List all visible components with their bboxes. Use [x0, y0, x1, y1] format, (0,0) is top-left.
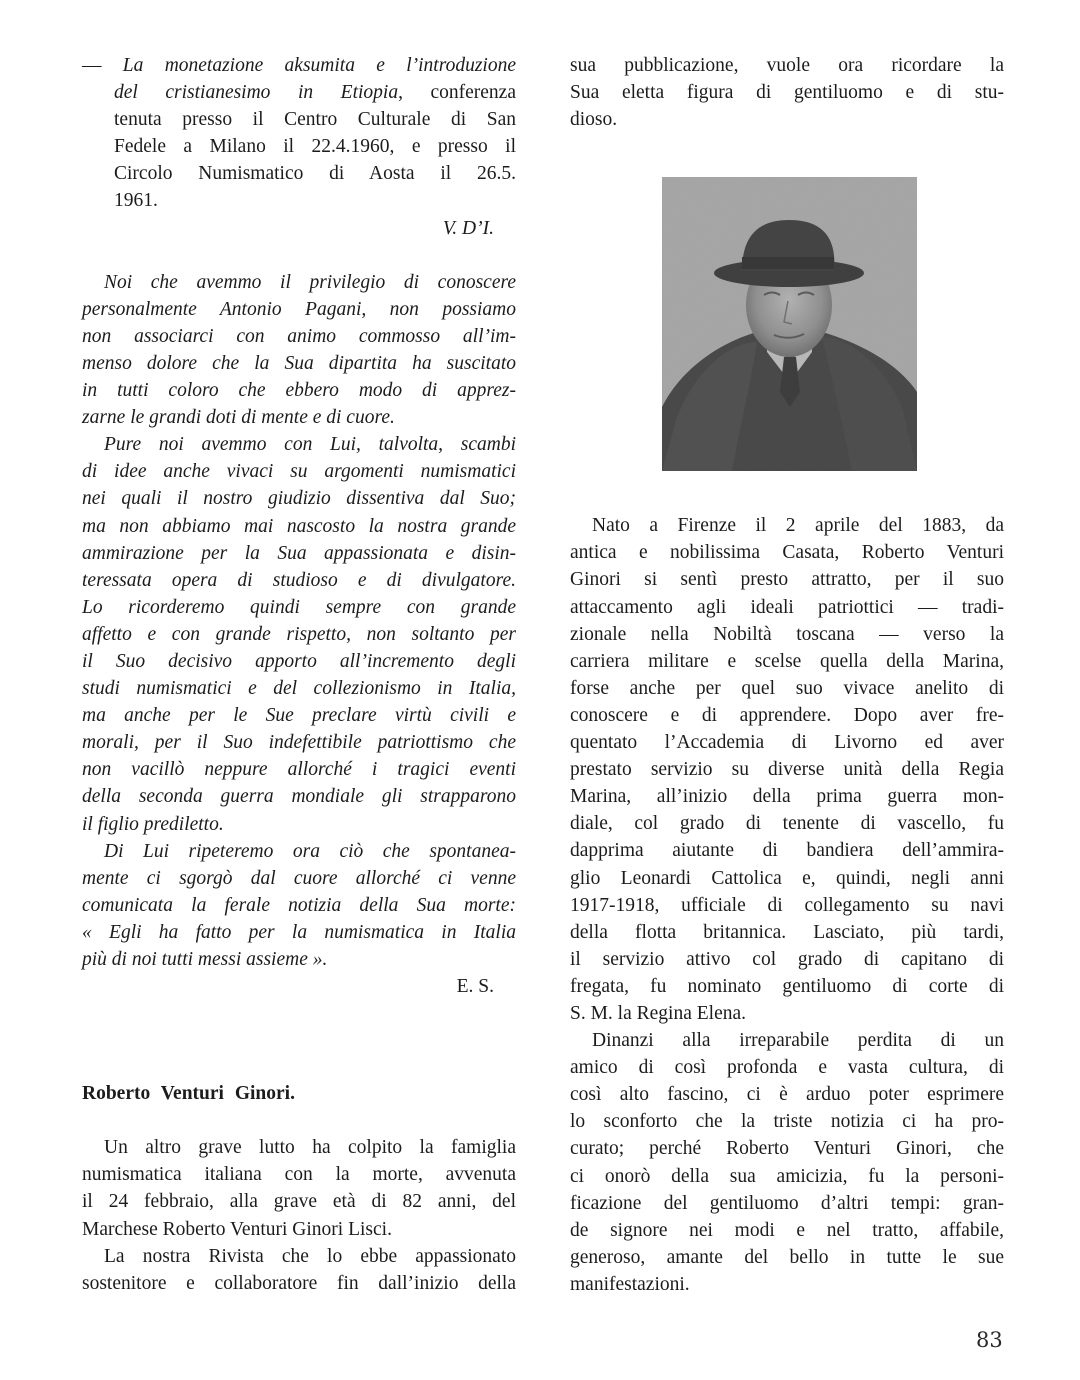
tribute-line: ma non abbiamo mai nascosto la nostra grande	[82, 515, 516, 537]
obituary-continuation	[570, 52, 1004, 133]
bio-line: Ginori si sentì presto attratto, per il suo	[570, 569, 1004, 591]
tribute-line: zarne le grandi doti di mente e di cuore.	[82, 407, 395, 429]
obituary-line: numismatica italiana con la morte, avvenuta	[82, 1164, 516, 1186]
tribute-line: Pure noi avemmo con Lui, talvolta, scambi	[104, 434, 516, 456]
intro-line: dioso.	[570, 109, 618, 131]
tribute-line: ma anche per le Sue preclare virtù civili e	[82, 705, 516, 727]
bio-line: conoscere e di apprendere. Dopo aver fre-	[570, 704, 1004, 726]
tribute-line: menso dolore che la Sua dipartita ha suscitato	[82, 352, 516, 374]
tribute-line: affetto e con grande rispetto, non soltanto per	[82, 623, 516, 645]
bio-line: dapprima aiutante di bandiera dell’ammira-	[570, 840, 1004, 862]
tribute-line: ammirazione per la Sua appassionata e disin-	[82, 542, 516, 564]
bio-line: glio Leonardi Cattolica e, quindi, negli anni	[570, 867, 1004, 889]
bio-line: forse anche per quel suo vivace anelito di	[570, 677, 1004, 699]
bio-line: fregata, fu nominato gentiluomo di corte di	[570, 975, 1004, 997]
obituary-line: sostenitore e collaboratore fin dall’inizio della	[82, 1272, 516, 1294]
portrait-illustration	[662, 177, 917, 471]
bio-line: Marina, all’inizio della prima guerra mon-	[570, 786, 1004, 808]
obituary-line: Marchese Roberto Venturi Ginori Lisci.	[82, 1218, 392, 1240]
left-column	[82, 52, 516, 1297]
page-number: 83	[976, 1328, 1003, 1352]
tribute-line: Noi che avemmo il privilegio di conoscere	[104, 271, 516, 293]
obituary-line: La nostra Rivista che lo ebbe appassionato	[104, 1245, 516, 1267]
entry-line: — La monetazione aksumita e l’introduzione	[82, 55, 516, 76]
bio-line: 1917-1918, ufficiale di collegamento su navi	[570, 894, 1004, 916]
tribute-line: della seconda guerra mondiale gli strapparono	[82, 786, 516, 808]
tribute-quote-line: « Egli ha fatto per la numismatica in Italia	[82, 921, 516, 943]
bio-line: de signore nei modi e nel tratto, affabile,	[570, 1219, 1004, 1241]
tribute-line: non vacillò neppure allorché i tragici eventi	[82, 759, 516, 781]
bio-line: ficazione del gentiluomo d’altri tempi: gran-	[570, 1192, 1004, 1214]
bio-line: generoso, amante del bello in tutte le sue	[570, 1246, 1004, 1268]
bio-line: attaccamento agli ideali patriottici — tradi-	[570, 596, 1004, 618]
intro-line: sua pubblicazione, vuole ora ricordare la	[570, 55, 1004, 76]
intro-line: Sua eletta figura di gentiluomo e di stu-	[570, 82, 1004, 104]
tribute-line: comunicata la ferale notizia della Sua morte:	[82, 894, 516, 916]
entry-line: tenuta presso il Centro Culturale di San	[114, 109, 516, 131]
bio-line: ci onorò della sua amicizia, fu la personi-	[570, 1165, 1004, 1187]
bio-line: Nato a Firenze il 2 aprile del 1883, da	[592, 515, 1004, 537]
bio-line: carriera militare e scelse quella della Marina,	[570, 650, 1004, 672]
bio-line: Dinanzi alla irreparabile perdita di un	[592, 1030, 1004, 1052]
tribute-line: morali, per il Suo indefettibile patriottismo che	[82, 732, 516, 754]
bio-line: antica e nobilissima Casata, Roberto Venturi	[570, 542, 1004, 564]
obituary-heading: Roberto Venturi Ginori.	[82, 1083, 295, 1105]
tribute-line: il figlio prediletto.	[82, 813, 224, 835]
entry-line: Circolo Numismatico di Aosta il 26.5.	[114, 163, 516, 185]
bio-line: curato; perché Roberto Venturi Ginori, che	[570, 1138, 1004, 1160]
bio-line: della flotta britannica. Lasciato, più tardi,	[570, 921, 1004, 943]
biography	[570, 512, 1004, 1298]
obituary-line: il 24 febbraio, alla grave età di 82 anni, del	[82, 1191, 516, 1213]
bio-line: manifestazioni.	[570, 1273, 690, 1295]
portrait-photo	[662, 177, 917, 471]
entry-line: Fedele a Milano il 22.4.1960, e presso il	[114, 136, 516, 158]
tribute-line: Lo ricorderemo quindi sempre con grande	[82, 596, 516, 618]
obituary-line: Un altro grave lutto ha colpito la famiglia	[104, 1137, 516, 1159]
bio-line: quentato l’Accademia di Livorno ed aver	[570, 732, 1004, 754]
bio-line: amico di così profonda e vasta cultura, di	[570, 1057, 1004, 1079]
bio-line: diale, col grado di tenente di vascello, fu	[570, 813, 1004, 835]
tribute-to-antonio-pagani	[82, 269, 516, 973]
bio-line: zionale nella Nobiltà toscana — verso la	[570, 623, 1004, 645]
tribute-line: non associarci con animo commosso all’im-	[82, 325, 516, 347]
obituary-section	[82, 1080, 516, 1297]
tribute-line: Di Lui ripeteremo ora ciò che spontanea-	[104, 840, 516, 862]
bio-line: lo sconforto che la triste notizia ci ha pro-	[570, 1111, 1004, 1133]
signature-vdi: V. D’I.	[442, 217, 494, 239]
entry-line: del cristianesimo in Etiopia, conferenza	[114, 82, 516, 104]
bio-line: prestato servizio su diverse unità della Regia	[570, 759, 1004, 781]
tribute-line: il Suo decisivo apporto all’incremento degli	[82, 650, 516, 672]
tribute-quote-line: più di noi tutti messi assieme ».	[82, 949, 328, 970]
signature-es: E. S.	[456, 976, 494, 998]
tribute-line: in tutti coloro che ebbero modo di apprez-	[82, 380, 516, 402]
publication-entry	[82, 52, 516, 242]
tribute-line: di idee anche vivaci su argomenti numismatici	[82, 461, 516, 483]
tribute-line: personalmente Antonio Pagani, non possiamo	[82, 298, 516, 320]
tribute-line: studi numismatici e del collezionismo in Italia,	[82, 678, 516, 700]
bio-line: S. M. la Regina Elena.	[570, 1002, 747, 1024]
tribute-line: mente ci sgorgò dal cuore allorché ci venne	[82, 867, 516, 889]
entry-line: 1961.	[114, 190, 158, 212]
tribute-line: nei quali il nostro giudizio dissentiva dal Suo;	[82, 488, 516, 510]
bio-line: il servizio attivo col grado di capitano di	[570, 948, 1004, 970]
bio-line: così alto fascino, ci è arduo poter esprimere	[570, 1084, 1004, 1106]
tribute-line: teressata opera di studioso e di divulgatore.	[82, 569, 516, 591]
